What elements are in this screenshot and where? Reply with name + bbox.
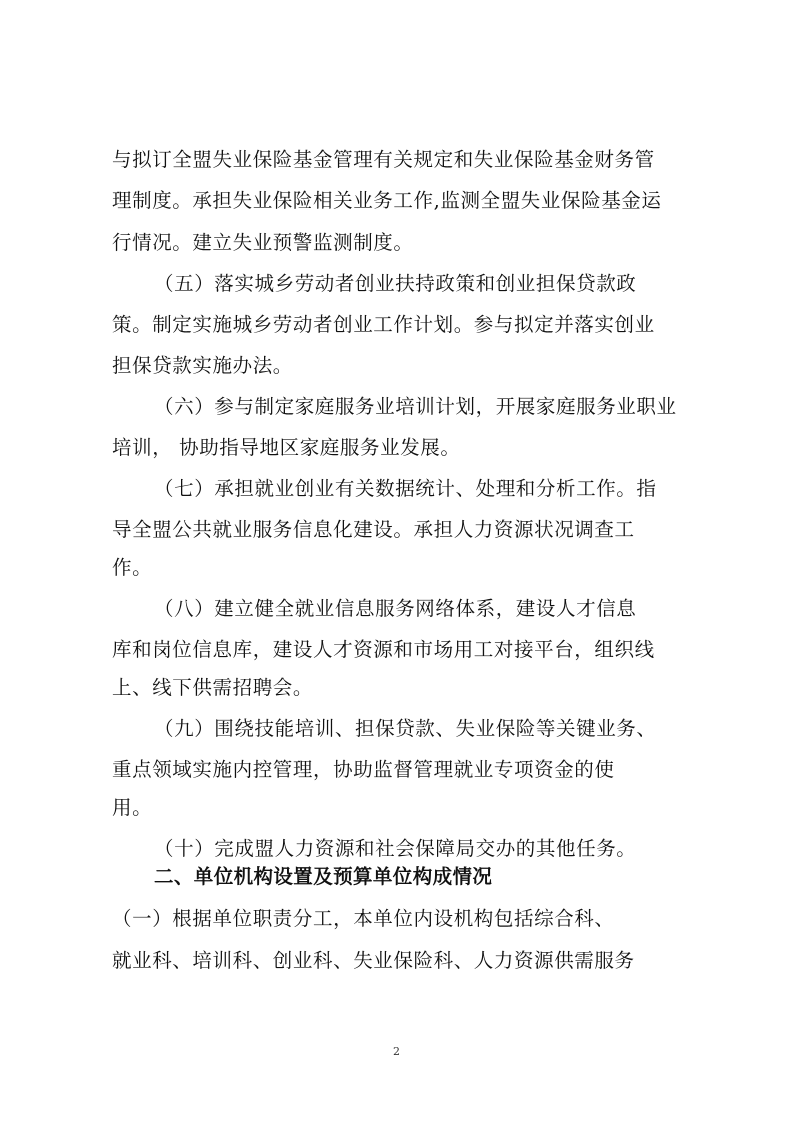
- body-line-5: 策。制定实施城乡劳动者创业工作计划。参与拟定并落实创业: [112, 313, 655, 336]
- section-heading: 二、单位机构设置及预算单位构成情况: [154, 865, 493, 888]
- body-line-9: （七）承担就业创业有关数据统计、处理和分析工作。指: [154, 477, 657, 500]
- body-line-4: （五）落实城乡劳动者创业扶持政策和创业担保贷款政: [154, 272, 637, 295]
- body-line-20: 就业科、培训科、创业科、失业保险科、人力资源供需服务: [112, 949, 635, 972]
- body-line-13: 库和岗位信息库，建设人才资源和市场用工对接平台，组织线: [112, 638, 655, 661]
- body-line-11: 作。: [112, 556, 153, 579]
- body-line-8: 培训， 协助指导地区家庭服务业发展。: [112, 436, 461, 459]
- body-line-16: 重点领域实施内控管理，协助监督管理就业专项资金的使: [112, 758, 615, 781]
- body-line-12: （八）建立健全就业信息服务网络体系，建设人才信息: [154, 597, 637, 620]
- body-line-2: 理制度。承担失业保险相关业务工作,监测全盟失业保险基金运: [112, 189, 662, 212]
- body-line-15: （九）围绕技能培训、担保贷款、失业保险等关键业务、: [154, 717, 657, 740]
- body-line-17: 用。: [112, 796, 153, 819]
- body-line-6: 担保贷款实施办法。: [112, 354, 293, 377]
- body-line-18: （十）完成盟人力资源和社会保障局交办的其他任务。: [154, 837, 637, 860]
- body-line-1: 与拟订全盟失业保险基金管理有关规定和失业保险基金财务管: [112, 148, 655, 171]
- body-line-3: 行情况。建立失业预警监测制度。: [112, 231, 414, 254]
- body-line-19: （一）根据单位职责分工，本单位内设机构包括综合科、: [112, 907, 615, 930]
- body-line-14: 上、线下供需招聘会。: [112, 676, 314, 699]
- body-line-7: （六）参与制定家庭服务业培训计划，开展家庭服务业职业: [154, 395, 677, 418]
- body-line-10: 导全盟公共就业服务信息化建设。承担人力资源状况调查工: [112, 518, 635, 541]
- page-number: 2: [393, 1045, 400, 1058]
